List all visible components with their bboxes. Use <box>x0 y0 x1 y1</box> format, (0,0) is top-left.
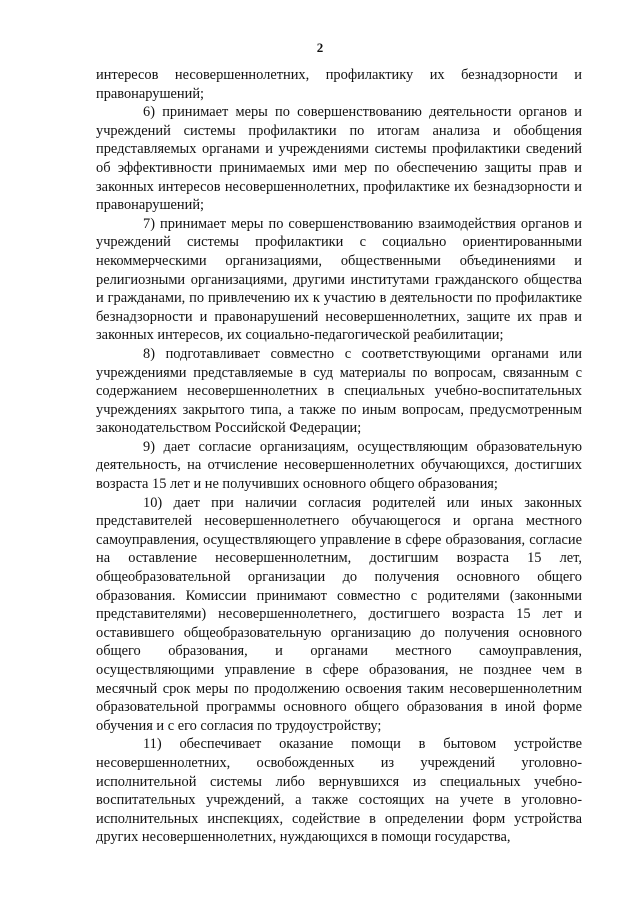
paragraph-continuation: интересов несовершеннолетних, профилактику их безнадзорности и правонарушений; <box>96 67 582 102</box>
paragraph-item-9: 9) дает согласие организациям, осуществляющим образовательную деятельность, на отчисление несовершеннолетних обучающихся, достигших возраста 15 лет и не получивших основного общего образования; <box>96 438 582 493</box>
page-number: 2 <box>316 40 324 55</box>
paragraph-item-8: 8) подготавливает совместно с соответствующими органами или учреждениями представляемые в суд материалы по вопросам, связанным с содержанием несовершеннолетних в специальных учебно-воспитательных учреждениях закрытого типа, а также по иным вопросам, предусмотренным законодательством Российской Федерации; <box>96 345 582 437</box>
document-body <box>96 66 582 847</box>
paragraph-item-6: 6) принимает меры по совершенствованию деятельности органов и учреждений системы профилактики по итогам анализа и обобщения представляемых органами и учреждениями системы профилактики сведений об эффективности принимаемых ими мер по обеспечению защиты прав и законных интересов несовершеннолетних, профилактике их безнадзорности и правонарушений; <box>96 104 582 214</box>
paragraph-item-10: 10) дает при наличии согласия родителей или иных законных представителей несовершеннолетнего обучающегося и органа местного самоуправления, осуществляющего управление в сфере образования, согласие на оставление несовершеннолетним, достигшим возраста 15 лет, общеобразовательной организации до получения основного общего образования. Комиссии принимают совместно с родителями (законными представителями) несовершеннолетнего, достигшего возраста 15 лет и оставившего общеобразовательную организацию до получения основного общего образования, и органами местного самоуправления, осуществляющими управление в сфере образования, не позднее чем в месячный срок меры по продолжению освоения таким несовершеннолетним образовательной программы основного общего образования в иной форме обучения и с его согласия по трудоустройству; <box>96 494 582 734</box>
paragraph-item-7: 7) принимает меры по совершенствованию взаимодействия органов и учреждений системы профилактики с социально ориентированными некоммерческими организациями, общественными объединениями и религиозными организациями, другими институтами гражданского общества и гражданами, по привлечению их к участию в деятельности по профилактике безнадзорности и правонарушений несовершеннолетних, защите их прав и законных интересов, их социально-педагогической реабилитации; <box>96 215 582 344</box>
paragraph-item-11: 11) обеспечивает оказание помощи в бытовом устройстве несовершеннолетних, освобожденных из учреждений уголовно-исполнительной системы либо вернувшихся из специальных учебно-воспитательных учреждений, а также состоящих на учете в уголовно-исполнительных инспекциях, содействие в определении форм устройства других несовершеннолетних, нуждающихся в помощи государства, <box>96 736 582 846</box>
